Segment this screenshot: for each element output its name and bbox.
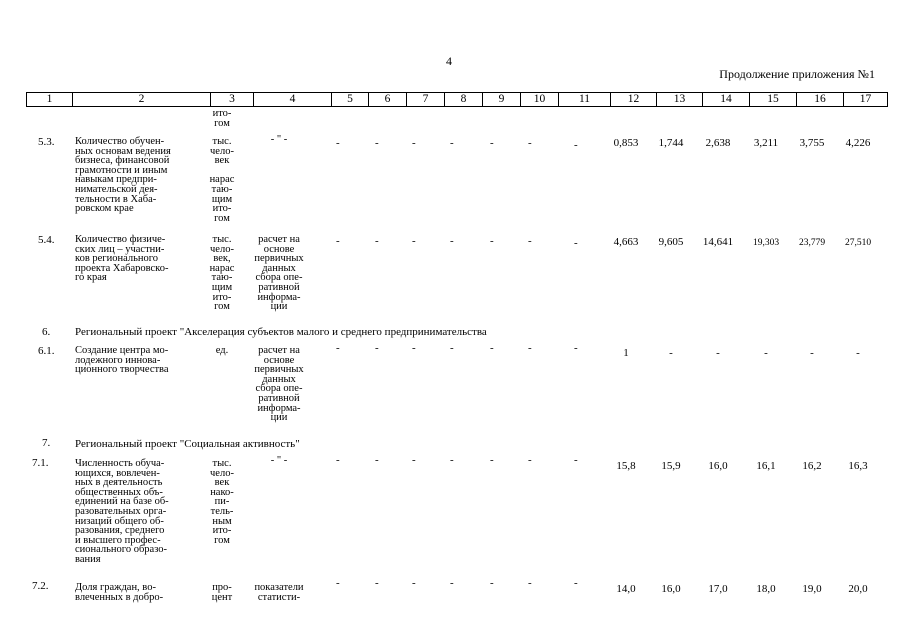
value-cell: 27,510 — [844, 238, 872, 248]
value-cell: - — [375, 342, 379, 354]
page-number: 4 — [446, 54, 452, 68]
value-cell: - — [336, 577, 340, 589]
header-cell: 15 — [750, 93, 797, 107]
value-cell: 18,0 — [756, 583, 776, 595]
calculation-method: расчет на основе первичных данных сбора опе- ративной информа- ции — [254, 234, 304, 313]
value-cell: 14,0 — [616, 583, 636, 595]
value-cell: 0,853 — [613, 137, 639, 149]
indicator-name: Количество обучен- ных основам ведения бизнеса, финансовой грамотности и иным навыкам предпри- нимательской дея- тельности в Хаба- ровском крае — [75, 136, 171, 215]
value-cell: - — [716, 347, 720, 359]
value-cell: - — [450, 577, 454, 589]
header-cell: 9 — [483, 93, 521, 107]
header-cell: 11 — [559, 93, 611, 107]
value-cell: - — [574, 577, 578, 589]
value-cell: - — [412, 454, 416, 466]
indicator-name: Количество физиче- ских лиц – участни- ков регионального проекта Хабаровско- го края — [75, 234, 169, 284]
value-cell: - — [856, 347, 860, 359]
value-cell: - — [528, 342, 532, 354]
calculation-method: - " - — [270, 455, 288, 466]
carry-over-unit: ито- гом — [212, 108, 232, 129]
row-number: 5.3. — [38, 136, 55, 148]
value-cell: - — [450, 137, 454, 149]
value-cell: - — [375, 454, 379, 466]
row-number: 5.4. — [38, 234, 55, 246]
value-cell: - — [412, 342, 416, 354]
row-number: 7.1. — [32, 457, 49, 469]
value-cell: - — [336, 137, 340, 149]
header-cell: 8 — [445, 93, 483, 107]
value-cell: - — [528, 577, 532, 589]
calculation-method: расчет на основе первичных данных сбора опе- ративной информа- ции — [254, 345, 304, 424]
header-cell: 10 — [521, 93, 559, 107]
value-cell: 14,641 — [702, 236, 734, 248]
header-cell: 6 — [369, 93, 407, 107]
indicator-name: Численность обуча- ющихся, вовлечен- ных в деятельность общественных объ- единений на базе об- разовательных орга- низаций общего об- разования, среднего и высшего профес- сионального образо- вания — [75, 458, 169, 565]
value-cell: - — [810, 347, 814, 359]
value-cell: - — [450, 454, 454, 466]
unit-of-measure: тыс. чело- век нарас таю- щим ито- гом — [209, 136, 235, 224]
row-number: 6.1. — [38, 345, 55, 357]
value-cell: 23,779 — [798, 238, 826, 248]
column-header-row — [26, 92, 888, 107]
value-cell: 15,9 — [661, 460, 681, 472]
value-cell: - — [528, 137, 532, 149]
value-cell: - — [574, 342, 578, 354]
unit-of-measure: тыс. чело- век, нарас таю- щим ито- гом — [209, 234, 235, 313]
value-cell: - — [375, 577, 379, 589]
header-cell: 7 — [407, 93, 445, 107]
value-cell: 16,1 — [756, 460, 776, 472]
value-cell: 19,303 — [752, 238, 780, 248]
value-cell: 16,0 — [661, 583, 681, 595]
value-cell: - — [375, 137, 379, 149]
header-cell: 16 — [797, 93, 844, 107]
indicator-name: Доля граждан, во- влеченных в добро- — [75, 582, 164, 603]
value-cell: - — [450, 342, 454, 354]
header-cell: 1 — [27, 93, 73, 107]
section-title: Региональный проект "Социальная активность" — [75, 438, 300, 450]
value-cell: - — [336, 454, 340, 466]
value-cell: - — [574, 139, 578, 151]
value-cell: - — [336, 235, 340, 247]
unit-of-measure: ед. — [215, 345, 229, 356]
header-cell: 4 — [254, 93, 332, 107]
value-cell: - — [764, 347, 768, 359]
unit-of-measure: тыс. чело- век нако- пи- тель- ным ито- гом — [210, 458, 234, 546]
value-cell: - — [412, 577, 416, 589]
unit-of-measure: про- цент — [211, 582, 233, 603]
value-cell: 19,0 — [802, 583, 822, 595]
value-cell: 16,0 — [708, 460, 728, 472]
value-cell: - — [490, 454, 494, 466]
value-cell: 4,226 — [845, 137, 871, 149]
value-cell: 17,0 — [708, 583, 728, 595]
value-cell: - — [450, 235, 454, 247]
value-cell: - — [375, 235, 379, 247]
continuation-caption: Продолжение приложения №1 — [719, 67, 875, 81]
value-cell: 15,8 — [616, 460, 636, 472]
value-cell: 3,211 — [753, 137, 779, 149]
value-cell: 16,3 — [848, 460, 868, 472]
calculation-method: - " - — [270, 134, 288, 145]
section-number: 7. — [42, 437, 51, 449]
section-title: Региональный проект "Акселерация субъектов малого и среднего предпринимательства — [75, 326, 487, 338]
indicator-name: Создание центра мо- лодежного иннова- ционного творчества — [75, 345, 169, 376]
header-cell: 13 — [657, 93, 703, 107]
value-cell: - — [336, 342, 340, 354]
header-cell: 12 — [611, 93, 657, 107]
row-number: 7.2. — [32, 580, 49, 592]
value-cell: 1 — [623, 347, 629, 359]
header-cell: 3 — [211, 93, 254, 107]
header-cell: 5 — [332, 93, 369, 107]
value-cell: - — [490, 342, 494, 354]
header-cell: 2 — [73, 93, 211, 107]
value-cell: - — [412, 235, 416, 247]
value-cell: - — [490, 577, 494, 589]
value-cell: - — [574, 237, 578, 249]
value-cell: - — [669, 347, 673, 359]
value-cell: 9,605 — [658, 236, 684, 248]
value-cell: 1,744 — [658, 137, 684, 149]
value-cell: - — [528, 454, 532, 466]
header-cell: 14 — [703, 93, 750, 107]
header-cell: 17 — [844, 93, 888, 107]
section-number: 6. — [42, 326, 51, 338]
value-cell: - — [490, 137, 494, 149]
value-cell: 20,0 — [848, 583, 868, 595]
calculation-method: показатели статисти- — [254, 582, 304, 603]
value-cell: - — [412, 137, 416, 149]
value-cell: 16,2 — [802, 460, 822, 472]
value-cell: 4,663 — [613, 236, 639, 248]
value-cell: 3,755 — [799, 137, 825, 149]
value-cell: - — [490, 235, 494, 247]
value-cell: - — [574, 454, 578, 466]
value-cell: - — [528, 235, 532, 247]
value-cell: 2,638 — [705, 137, 731, 149]
